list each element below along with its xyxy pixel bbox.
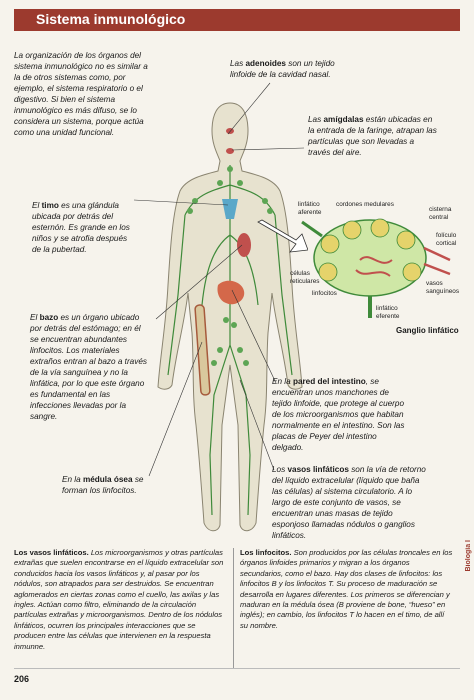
label-reticulares: células reticulares [290,270,320,285]
bottom-right-text: Los linfocitos. Son producidos por las células troncales en los órganos linfoides primarios y migran a los órganos secundarios, como el bazo. Hay dos clases de linfocitos: los linfocitos B y los linfocitos T. Su proceso de maduración se desarrolla en lugares diferentes. Los primeros se diferencian y maduran en la médula ósea (B proviene de bone, “hueso” en inglés); en cambio, los linfocitos T lo hacen en el timo, de allí su nombre. [240,548,453,630]
intestino-text: En la pared del intestino, se encuentran unos manchones de tejido linfoide, que protege al cuerpo de los microorganismos que habitan normalmente en el intestino. Son las placas de Peyer del intestino delgado. [272,377,405,452]
intro-text: La organización de los órganos del sistema inmunológico no es similar a la de otros sistemas como, por ejemplo, el sistema respiratorio o el digestivo. Si bien el sistema inmunológico es más difuso, se lo considera un sistema, porque actúa como una unidad funcional. [14,51,148,137]
adenoides-text: Las adenoides son un tejido linfoide de la cavidad nasal. [230,59,335,79]
page-number: 206 [14,674,30,684]
timo-text: El timo es una glándula ubicada por detrás del esternón. Es grande en los niños y se atrofia después de la pubertad. [32,201,130,254]
page-title: Sistema inmunológico [36,11,186,27]
label-cordones: cordones medulares [336,201,394,208]
amigdalas-text: Las amígdalas están ubicadas en la entrada de la faringe, atrapan las partículas que son llevadas a través del aire. [308,115,437,157]
label-aferente: linfático aferente [298,201,322,216]
label-vasos-sanguineos: vasos sanguíneos [426,280,460,295]
bottom-left-text: Los vasos linfáticos. Los microorganismos y otras partículas extrañas que suelen encontrarse en el líquido extracelular son conducidos hacia los vasos linfáticos y, al pasar por los nódulos, son atrapados para ser destruidos. Se encuentran aglomerados en ciertas zonas como el cuello, las axilas y las ingles. Actúan como filtro, eliminando de la circulación partículas extrañas y microorganismos. Dentro de los nódulos linfáticos, ocurren los principales interacciones que se producen entre las células que intervienen en la respuesta inmunne. [14,548,224,651]
vasos-text: Los vasos linfáticos son la vía de retorno del líquido extracelular (líquido que baña las células) al sistema circulatorio. A lo largo de este conjunto de vasos, se encuentran unas masas de tejido esponjoso llamadas nódulos o ganglios linfáticos. [272,465,426,540]
label-cisterna: cisterna central [429,206,452,221]
bazo-text: El bazo es un órgano ubicado por detrás del estómago; en él se encuentran abundantes linfocitos. Los materiales extraños entran al bazo a través de la vía sanguínea y no la linfática, por lo que este órgano es fundamental en las infecciones llevadas por la sangre. [30,313,147,421]
label-foliculo: folículo cortical [436,232,457,247]
side-running-head: Biología I [465,540,472,572]
label-eferente: linfático eferente [376,305,400,320]
ganglio-title: Ganglio linfático [396,326,459,335]
medula-text: En la médula ósea se forman los linfocitos. [62,475,144,495]
column-divider [233,548,234,668]
label-linfocitos: linfocitos [312,290,337,297]
footer-rule [14,668,460,669]
